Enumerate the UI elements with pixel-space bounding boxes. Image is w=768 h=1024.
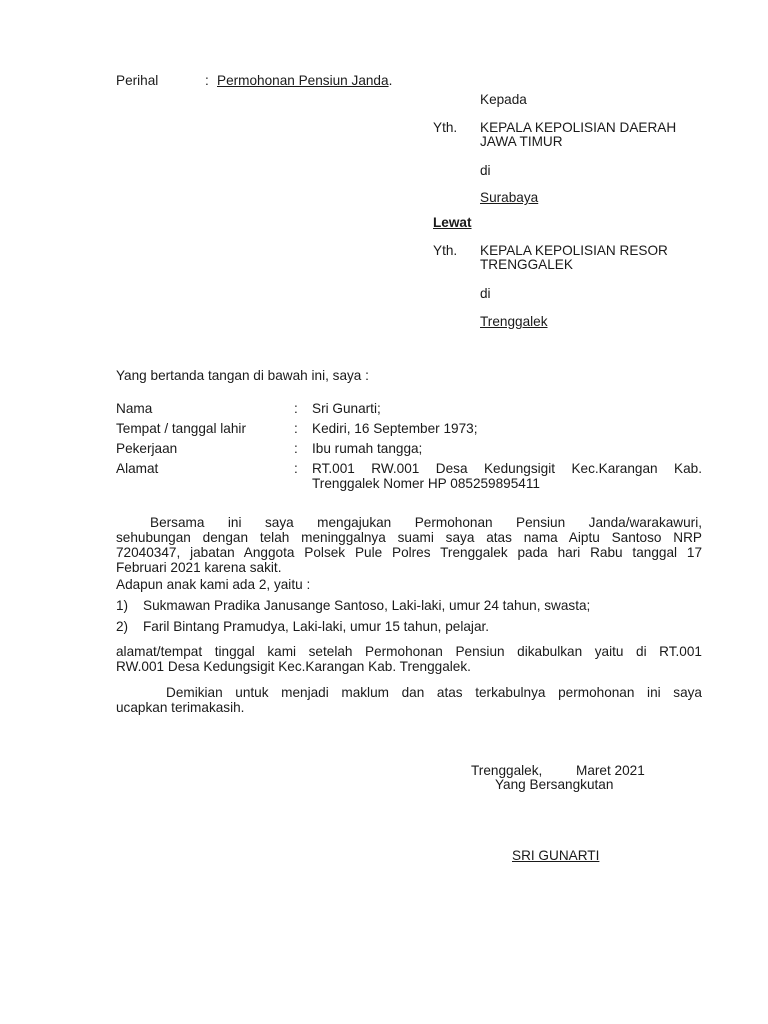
- intro-text: Yang bertanda tangan di bawah ini, saya :: [116, 368, 369, 383]
- di-label-2: di: [480, 286, 491, 301]
- signature-role: Yang Bersangkutan: [495, 777, 614, 792]
- child-number: 2): [116, 619, 129, 634]
- identity-label-ttl: Tempat / tanggal lahir: [116, 421, 246, 436]
- paragraph-closing: [116, 685, 702, 715]
- addressee1-line2: JAWA TIMUR: [480, 134, 563, 149]
- perihal-colon: :: [205, 73, 209, 88]
- di-label-1: di: [480, 163, 491, 178]
- paragraph-line: Februari 2021 karena sakit.: [116, 560, 282, 575]
- paragraph-address: [116, 644, 702, 674]
- identity-value-alamat: [312, 461, 702, 491]
- child-item: Faril Bintang Pramudya, Laki-laki, umur 15 tahun, pelajar.: [143, 619, 490, 634]
- yth-label-2: Yth.: [433, 243, 458, 258]
- perihal-label: Perihal: [116, 73, 159, 88]
- addressee2-line1: KEPALA KEPOLISIAN RESOR: [480, 243, 668, 258]
- perihal-value: [217, 73, 392, 88]
- signature-date: Maret 2021: [576, 763, 645, 778]
- paragraph-submission: [116, 515, 702, 575]
- signature-name: SRI GUNARTI: [512, 848, 600, 863]
- lewat-label: Lewat: [433, 215, 472, 230]
- place-trenggalek: Trenggalek: [480, 314, 548, 329]
- paragraph-line: alamat/tempat tinggal kami setelah Permohonan Pensiun dikabulkan yaitu di RT.001: [116, 644, 702, 659]
- addressee2-line2: TRENGGALEK: [480, 257, 573, 272]
- identity-value-nama: Sri Gunarti;: [312, 401, 381, 416]
- addressee1-line1: KEPALA KEPOLISIAN DAERAH: [480, 120, 677, 135]
- identity-label-alamat: Alamat: [116, 461, 159, 476]
- place-surabaya: Surabaya: [480, 190, 539, 205]
- identity-colon: :: [294, 401, 298, 416]
- child-item: Sukmawan Pradika Janusange Santoso, Laki-laki, umur 24 tahun, swasta;: [143, 598, 591, 613]
- paragraph-line: ucapkan terimakasih.: [116, 700, 245, 715]
- paragraph-line: RW.001 Desa Kedungsigit Kec.Karangan Kab. Trenggalek.: [116, 659, 471, 674]
- children-intro: Adapun anak kami ada 2, yaitu :: [116, 577, 311, 592]
- kepada-label: Kepada: [480, 92, 527, 107]
- alamat-line: RT.001 RW.001 Desa Kedungsigit Kec.Karangan Kab.: [312, 461, 702, 476]
- identity-colon: :: [294, 421, 298, 436]
- identity-colon: :: [294, 441, 298, 456]
- child-number: 1): [116, 598, 129, 613]
- paragraph-line: Bersama ini saya mengajukan Permohonan Pensiun Janda/warakawuri,: [150, 515, 702, 530]
- paragraph-line: 72040347, jabatan Anggota Polsek Pule Polres Trenggalek pada hari Rabu tanggal 17: [116, 545, 702, 560]
- identity-value-pekerjaan: Ibu rumah tangga;: [312, 441, 423, 456]
- perihal-period: .: [388, 73, 393, 88]
- identity-label-pekerjaan: Pekerjaan: [116, 441, 178, 456]
- paragraph-line: Demikian untuk menjadi maklum dan atas terkabulnya permohonan ini saya: [166, 685, 702, 700]
- perihal-subject: Permohonan Pensiun Janda: [217, 73, 389, 88]
- yth-label-1: Yth.: [433, 120, 458, 135]
- alamat-line: Trenggalek Nomer HP 085259895411: [312, 476, 540, 491]
- paragraph-line: sehubungan dengan telah meninggalnya suami saya atas nama Aiptu Santoso NRP: [116, 530, 702, 545]
- identity-label-nama: Nama: [116, 401, 153, 416]
- identity-colon: :: [294, 461, 298, 476]
- identity-value-ttl: Kediri, 16 September 1973;: [312, 421, 478, 436]
- signature-place: Trenggalek,: [471, 763, 543, 778]
